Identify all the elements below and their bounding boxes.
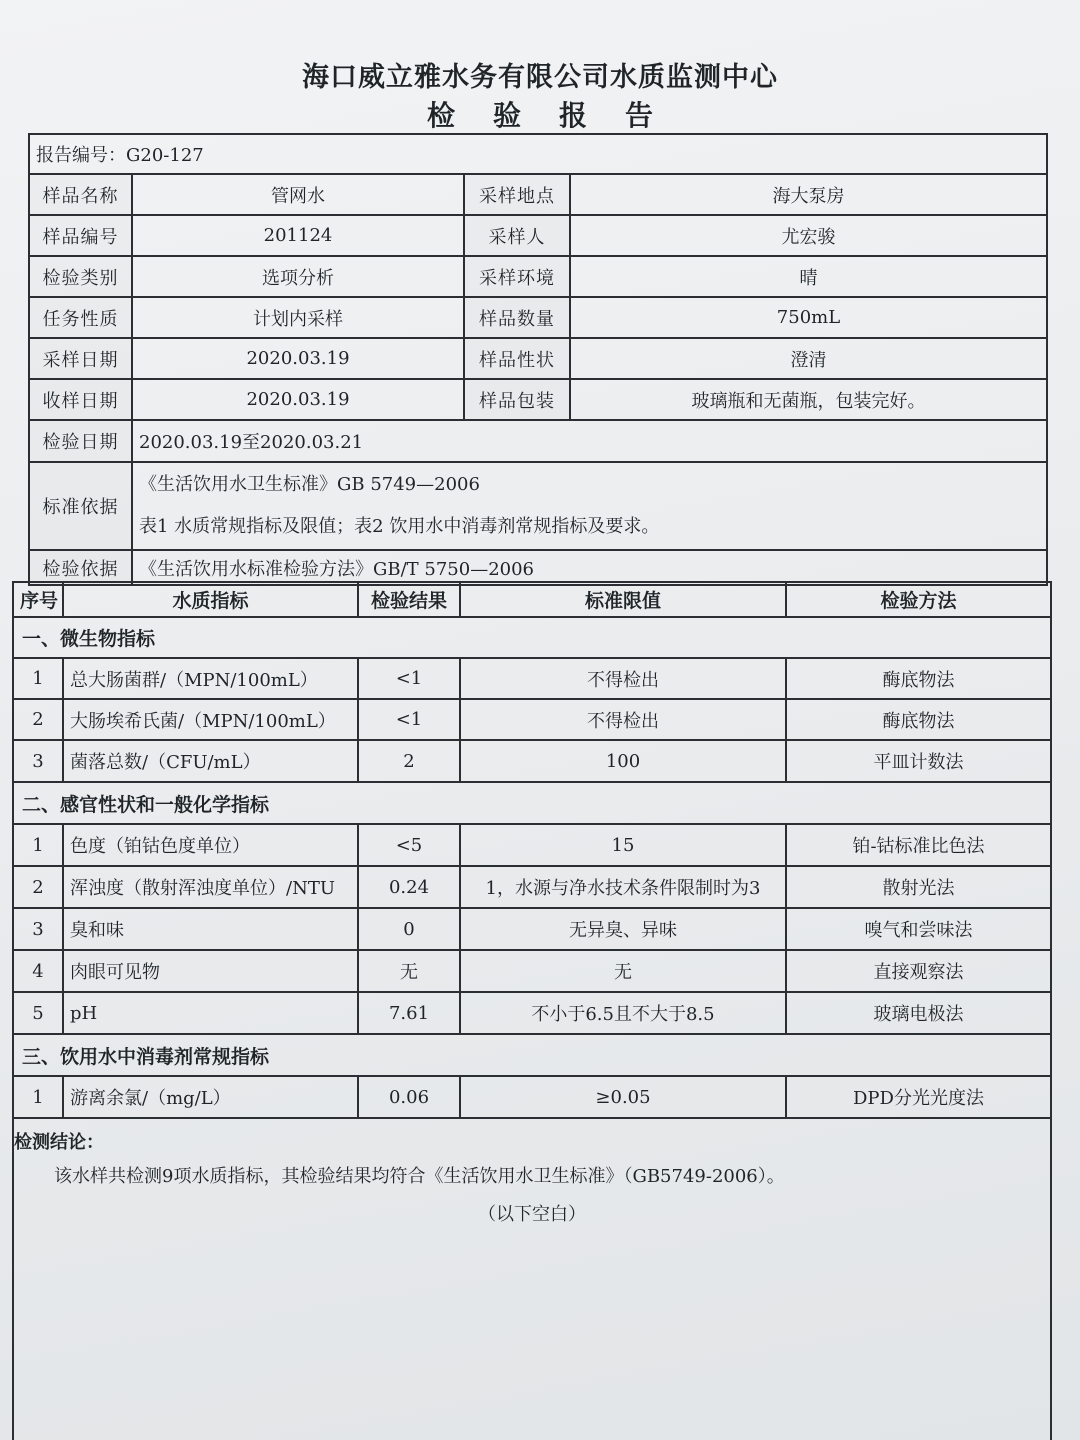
info-label: 采样地点	[464, 174, 570, 215]
row-indicator: 臭和味	[63, 908, 358, 950]
row-indicator: 总大肠菌群/（MPN/100mL）	[63, 658, 358, 699]
col-method-header: 检验方法	[786, 582, 1051, 617]
report-number: 报告编号：G20-127	[29, 134, 1047, 174]
info-value: 选项分析	[132, 256, 464, 297]
row-indicator: 游离余氯/（mg/L）	[63, 1076, 358, 1118]
col-indicator-header: 水质指标	[63, 582, 358, 617]
table-row	[13, 992, 1051, 1034]
table-row	[13, 740, 1051, 782]
row-method: 平皿计数法	[786, 740, 1051, 782]
results-table	[12, 581, 1052, 1119]
info-label: 检验类别	[29, 256, 132, 297]
info-value: 2020.03.19	[132, 379, 464, 420]
report-title: 海口威立雅水务有限公司水质监测中心	[302, 62, 778, 93]
row-method: 酶底物法	[786, 699, 1051, 740]
conclusion-text: 该水样共检测9项水质指标，其检验结果均符合《生活饮用水卫生标准》（GB5749-2006）。	[54, 1166, 785, 1187]
row-indicator: 菌落总数/（CFU/mL）	[63, 740, 358, 782]
row-result: 无	[358, 950, 460, 992]
info-value: 澄清	[570, 338, 1047, 379]
standard-line-2: 表1 水质常规指标及限值；表2 饮用水中消毒剂常规指标及要求。	[139, 516, 660, 537]
row-no: 5	[13, 992, 63, 1034]
info-value: 750mL	[570, 297, 1047, 338]
row-limit: 100	[460, 740, 786, 782]
section-title: 二、感官性状和一般化学指标	[13, 782, 1051, 824]
info-label: 采样人	[464, 215, 570, 256]
row-method: 嗅气和尝味法	[786, 908, 1051, 950]
section-title: 三、饮用水中消毒剂常规指标	[13, 1034, 1051, 1076]
row-no: 2	[13, 699, 63, 740]
info-label: 样品性状	[464, 338, 570, 379]
row-limit: 无异臭、异味	[460, 908, 786, 950]
report-subtitle: 检验报告	[426, 99, 691, 132]
row-method: 玻璃电极法	[786, 992, 1051, 1034]
info-label: 样品名称	[29, 174, 132, 215]
row-no: 4	[13, 950, 63, 992]
table-row	[13, 1076, 1051, 1118]
col-no-header: 序号	[13, 582, 63, 617]
col-result-header: 检验结果	[358, 582, 460, 617]
row-indicator: 肉眼可见物	[63, 950, 358, 992]
standard-label: 标准依据	[29, 462, 132, 550]
table-row	[13, 908, 1051, 950]
info-value: 玻璃瓶和无菌瓶，包装完好。	[570, 379, 1047, 420]
row-limit: 不得检出	[460, 699, 786, 740]
info-value: 计划内采样	[132, 297, 464, 338]
info-label: 收样日期	[29, 379, 132, 420]
standard-value	[132, 462, 1047, 550]
standard-line-1: 《生活饮用水卫生标准》GB 5749—2006	[139, 474, 480, 495]
row-no: 2	[13, 866, 63, 908]
test-date-label: 检验日期	[29, 420, 132, 462]
info-value: 尤宏骏	[570, 215, 1047, 256]
table-row	[13, 824, 1051, 866]
method-basis-value: 《生活饮用水标准检验方法》GB/T 5750—2006	[132, 550, 1047, 585]
info-value: 201124	[132, 215, 464, 256]
table-row	[13, 658, 1051, 699]
row-result: 7.61	[358, 992, 460, 1034]
row-result: <5	[358, 824, 460, 866]
row-no: 3	[13, 740, 63, 782]
row-method: 铂-钴标准比色法	[786, 824, 1051, 866]
row-result: <1	[358, 658, 460, 699]
info-label: 采样日期	[29, 338, 132, 379]
conclusion-label: 检测结论：	[14, 1132, 104, 1153]
row-no: 1	[13, 658, 63, 699]
row-indicator: 色度（铂钴色度单位）	[63, 824, 358, 866]
row-method: 直接观察法	[786, 950, 1051, 992]
info-value: 管网水	[132, 174, 464, 215]
row-result: 2	[358, 740, 460, 782]
row-limit: 不得检出	[460, 658, 786, 699]
info-label: 样品包装	[464, 379, 570, 420]
table-row	[13, 699, 1051, 740]
info-value: 2020.03.19	[132, 338, 464, 379]
row-indicator: 浑浊度（散射浑浊度单位）/NTU	[63, 866, 358, 908]
row-indicator: pH	[63, 992, 358, 1034]
results-header-row	[13, 582, 1051, 617]
col-limit-header: 标准限值	[460, 582, 786, 617]
row-limit: 无	[460, 950, 786, 992]
info-label: 采样环境	[464, 256, 570, 297]
row-no: 1	[13, 824, 63, 866]
row-no: 1	[13, 1076, 63, 1118]
conclusion-block	[12, 1118, 1052, 1440]
row-method: 散射光法	[786, 866, 1051, 908]
row-no: 3	[13, 908, 63, 950]
test-date-value: 2020.03.19至2020.03.21	[132, 420, 1047, 462]
row-limit: 不小于6.5且不大于8.5	[460, 992, 786, 1034]
section-title: 一、微生物指标	[13, 617, 1051, 658]
row-result: <1	[358, 699, 460, 740]
row-method: 酶底物法	[786, 658, 1051, 699]
table-row	[13, 950, 1051, 992]
info-value: 海大泵房	[570, 174, 1047, 215]
row-limit: 15	[460, 824, 786, 866]
sample-info-table	[28, 133, 1048, 586]
row-result: 0.06	[358, 1076, 460, 1118]
row-result: 0	[358, 908, 460, 950]
info-label: 任务性质	[29, 297, 132, 338]
table-row	[13, 866, 1051, 908]
conclusion-blank-note: （以下空白）	[478, 1204, 586, 1225]
info-label: 样品数量	[464, 297, 570, 338]
row-method: DPD分光光度法	[786, 1076, 1051, 1118]
row-limit: ≥0.05	[460, 1076, 786, 1118]
info-label: 样品编号	[29, 215, 132, 256]
row-indicator: 大肠埃希氏菌/（MPN/100mL）	[63, 699, 358, 740]
row-limit: 1，水源与净水技术条件限制时为3	[460, 866, 786, 908]
row-result: 0.24	[358, 866, 460, 908]
info-value: 晴	[570, 256, 1047, 297]
method-basis-label: 检验依据	[29, 550, 132, 585]
